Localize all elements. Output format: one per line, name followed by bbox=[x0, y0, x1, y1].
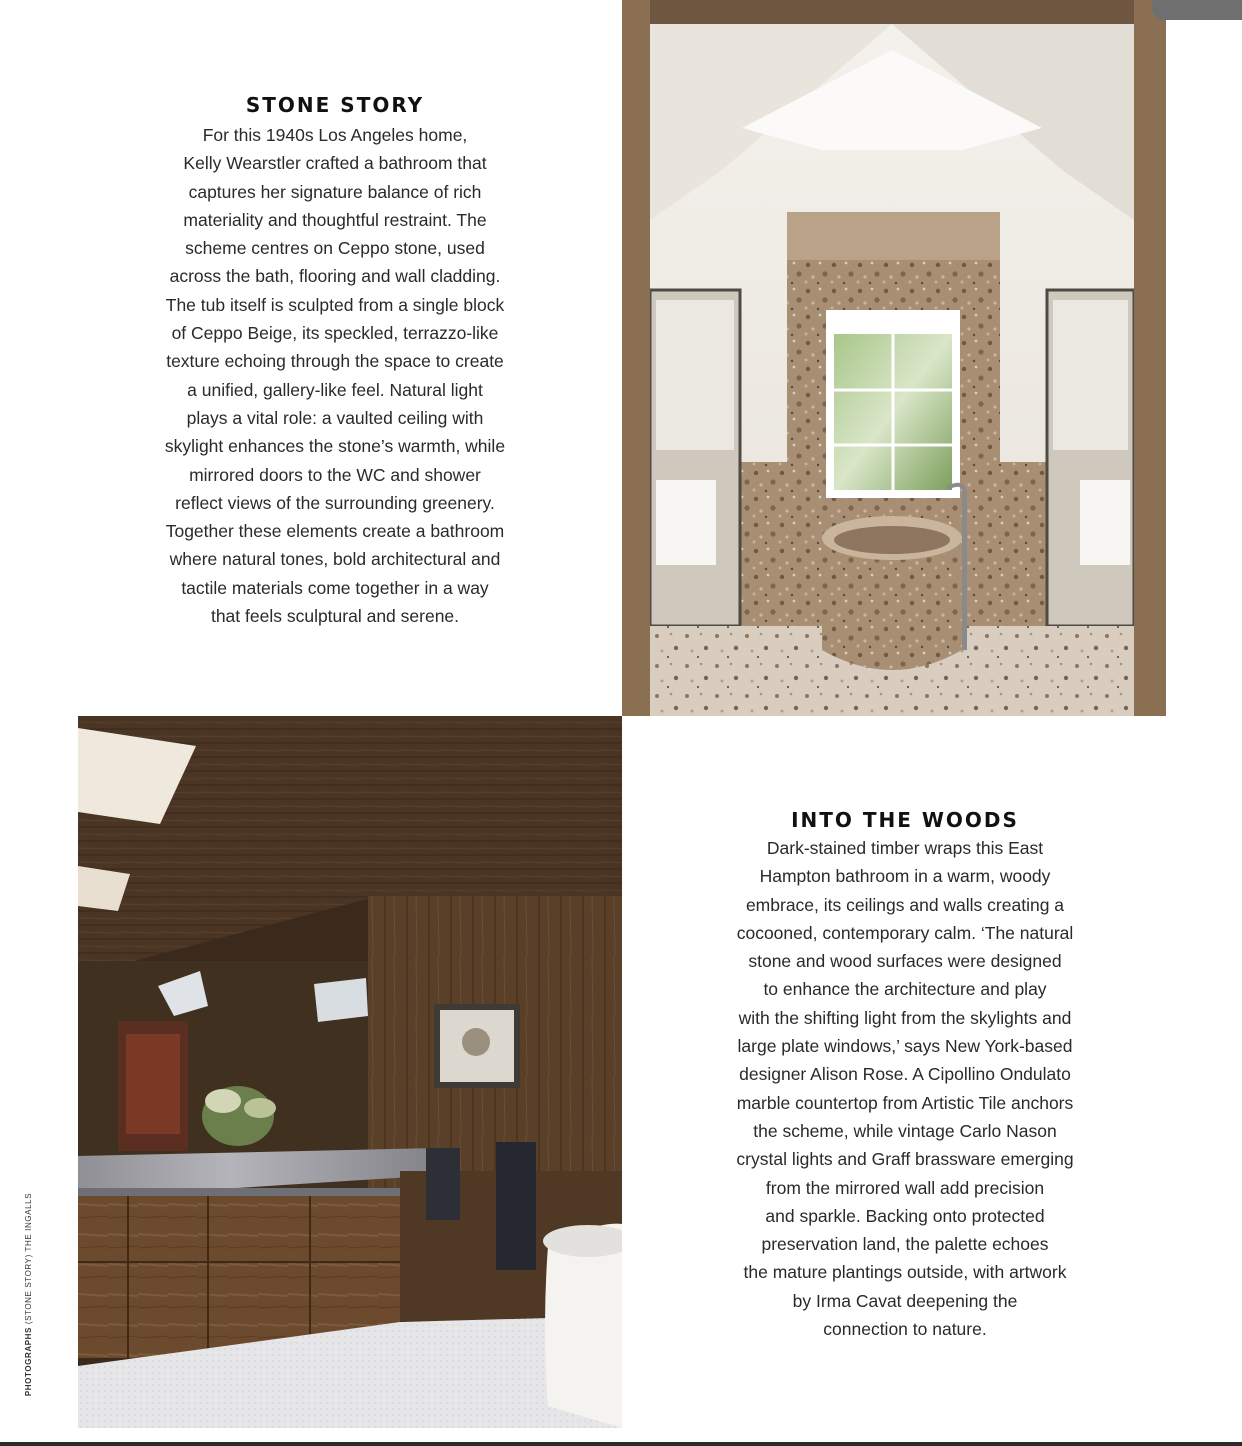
stone-story-heading: STONE STORY bbox=[245, 93, 425, 117]
into-the-woods-line: the mature plantings outside, with artwork bbox=[743, 1262, 1067, 1283]
window-corner-tab bbox=[1152, 0, 1242, 20]
page-bottom-rule bbox=[0, 1442, 1242, 1446]
stone-story-line: across the bath, flooring and wall cladding. bbox=[169, 266, 501, 287]
timber-bathroom-photo bbox=[78, 716, 622, 1428]
stone-story-line: of Ceppo Beige, its speckled, terrazzo-like bbox=[171, 323, 499, 344]
into-the-woods-heading: INTO THE WOODS bbox=[791, 808, 1019, 832]
into-the-woods-body bbox=[700, 834, 1110, 1343]
into-the-woods-line: stone and wood surfaces were designed bbox=[748, 951, 1062, 972]
into-the-woods-line: to enhance the architecture and play bbox=[763, 979, 1047, 1000]
stone-story-line: that feels sculptural and serene. bbox=[210, 606, 460, 627]
into-the-woods-line: connection to nature. bbox=[823, 1319, 987, 1340]
stone-story-line: For this 1940s Los Angeles home, bbox=[202, 125, 468, 145]
into-the-woods-line: by Irma Cavat deepening the bbox=[792, 1290, 1018, 1311]
into-the-woods-line: and sparkle. Backing onto protected bbox=[765, 1205, 1045, 1226]
stone-story-line: captures her signature balance of rich bbox=[188, 181, 482, 202]
into-the-woods-line: with the shifting light from the skylights and bbox=[738, 1007, 1072, 1028]
stone-story-line: Kelly Wearstler crafted a bathroom that bbox=[183, 153, 487, 174]
into-the-woods-line: large plate windows,’ says New York-based bbox=[737, 1036, 1073, 1057]
stone-story-line: mirrored doors to the WC and shower bbox=[189, 464, 481, 485]
stone-story-line: skylight enhances the stone’s warmth, while bbox=[164, 436, 506, 457]
into-the-woods-line: marble countertop from Artistic Tile anchors bbox=[736, 1092, 1074, 1113]
stone-story-body bbox=[130, 121, 540, 630]
stone-story-line: Together these elements create a bathroom bbox=[165, 521, 505, 542]
into-the-woods-line: from the mirrored wall add precision bbox=[765, 1177, 1045, 1198]
stone-story-line: reflect views of the surrounding greenery. bbox=[175, 492, 495, 513]
into-the-woods-line: designer Alison Rose. A Cipollino Ondulato bbox=[739, 1064, 1071, 1085]
stone-story-line: The tub itself is sculpted from a single block bbox=[165, 294, 505, 315]
into-the-woods-line: cocooned, contemporary calm. ‘The natural bbox=[736, 922, 1074, 943]
into-the-woods-line: the scheme, while vintage Carlo Nason bbox=[753, 1120, 1057, 1141]
photo-credit-label: PHOTOGRAPHS bbox=[24, 1327, 34, 1397]
stone-story-line: texture echoing through the space to create bbox=[166, 351, 504, 372]
into-the-woods-line: crystal lights and Graff brassware emerging bbox=[736, 1149, 1074, 1170]
stone-bathroom-photo bbox=[622, 0, 1166, 716]
stone-story-line: where natural tones, bold architectural and bbox=[169, 549, 501, 570]
stone-story-line: materiality and thoughtful restraint. The bbox=[183, 209, 487, 230]
stone-story-line: tactile materials come together in a way bbox=[181, 577, 489, 598]
stone-story-line: scheme centres on Ceppo stone, used bbox=[185, 238, 485, 259]
stone-story-line: a unified, gallery-like feel. Natural light bbox=[187, 379, 483, 400]
into-the-woods-line: Hampton bathroom in a warm, woody bbox=[759, 866, 1051, 887]
photo-credit-detail: (STONE STORY) THE INGALLS bbox=[24, 1192, 34, 1325]
into-the-woods-line: preservation land, the palette echoes bbox=[761, 1234, 1049, 1255]
photo-credit bbox=[22, 1162, 36, 1427]
into-the-woods-line: Dark-stained timber wraps this East bbox=[766, 838, 1044, 858]
into-the-woods-line: embrace, its ceilings and walls creating a bbox=[745, 894, 1065, 915]
stone-story-line: plays a vital role: a vaulted ceiling with bbox=[186, 407, 484, 428]
